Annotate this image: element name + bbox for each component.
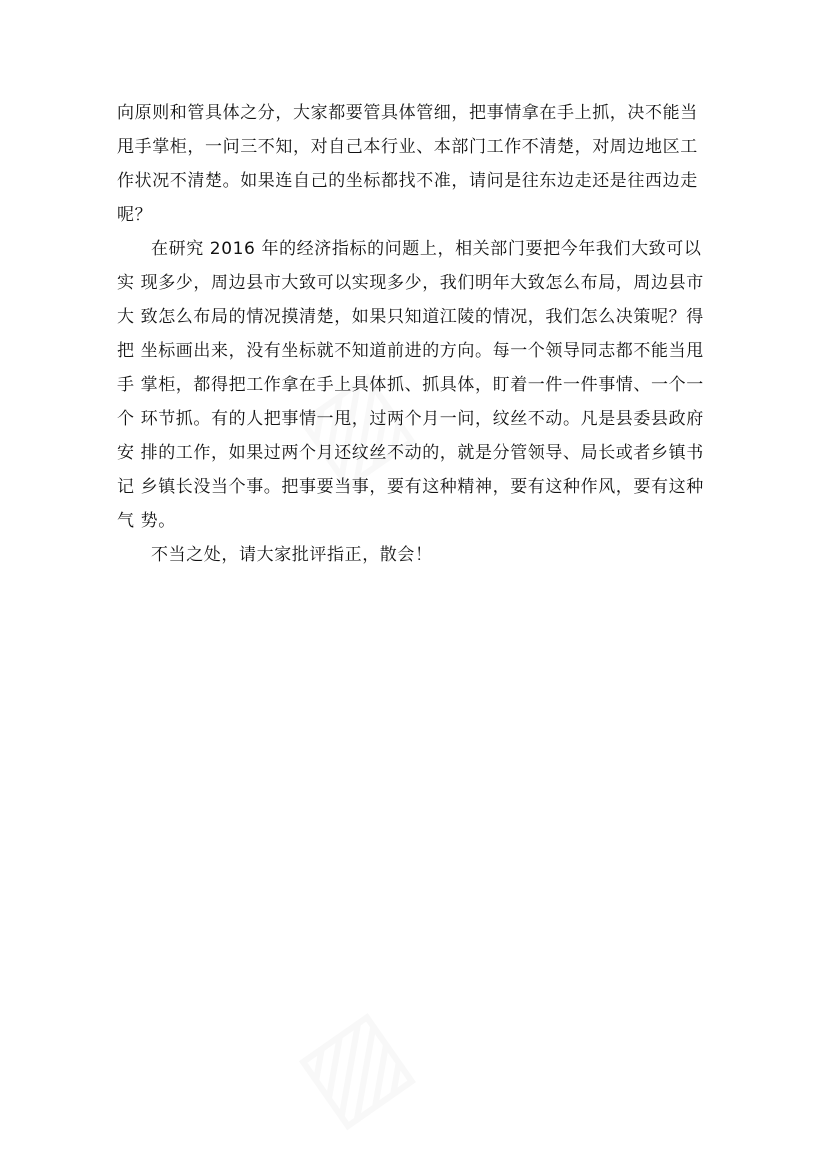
text-line: 甩手掌柜，一问三不知，对自己本行业、本部门工作不清楚，对周边地区工 bbox=[117, 137, 698, 157]
watermark: ▨ bbox=[272, 341, 432, 507]
text-line: 气 势。 bbox=[117, 511, 176, 531]
watermark: ▨ bbox=[272, 981, 432, 1147]
text-line: 手 掌柜，都得把工作拿在手上具体抓、抓具体，盯着一件一件事情、一个一 bbox=[117, 375, 704, 395]
closing-line: 不当之处，请大家批评指正，散会！ bbox=[151, 545, 433, 565]
text-line: 记 乡镇长没当个事。把事要当事，要有这种精神，要有这种作风，要有这种 bbox=[117, 477, 704, 497]
document-body bbox=[117, 96, 727, 572]
text-line: 安 排的工作，如果过两个月还纹丝不动的，就是分管领导、局长或者乡镇书 bbox=[117, 443, 704, 463]
text-line: 个 环节抓。有的人把事情一甩，过两个月一问，纹丝不动。凡是县委县政府 bbox=[117, 409, 704, 429]
paragraph-first-line: 在研究 2016 年的经济指标的问题上，相关部门要把今年我们大致可以 bbox=[151, 239, 702, 259]
text-line: 实 现多少，周边县市大致可以实现多少，我们明年大致怎么布局，周边县市 bbox=[117, 273, 704, 293]
text-line: 把 坐标画出来，没有坐标就不知道前进的方向。每一个领导同志都不能当甩 bbox=[117, 341, 704, 361]
text-line: 向原则和管具体之分，大家都要管具体管细，把事情拿在手上抓，决不能当 bbox=[117, 103, 698, 123]
text-line: 作状况不清楚。如果连自己的坐标都找不准，请问是往东边走还是往西边走 bbox=[117, 171, 698, 191]
text-line: 大 致怎么布局的情况摸清楚，如果只知道江陵的情况，我们怎么决策呢？得 bbox=[117, 307, 704, 327]
text-line: 呢？ bbox=[117, 205, 153, 225]
